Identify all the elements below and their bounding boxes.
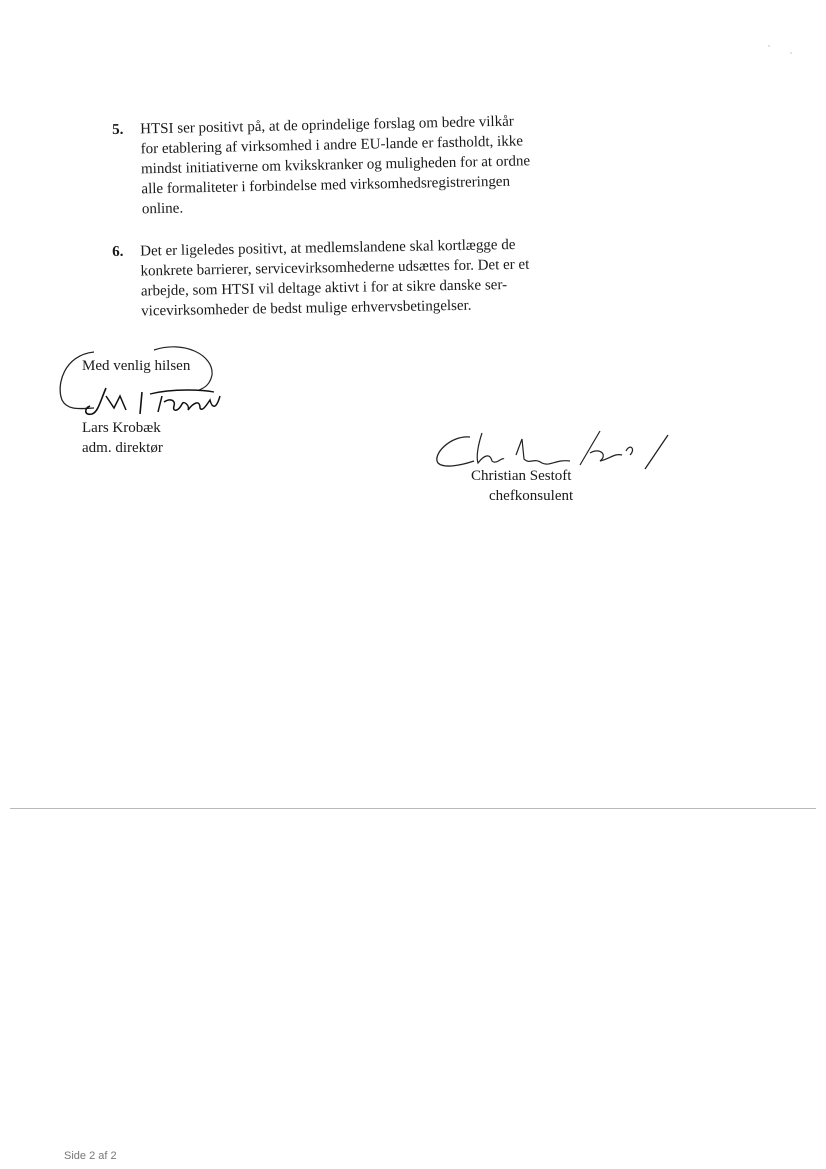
numbered-paragraph-5 (112, 110, 612, 218)
paragraph-line: alle formaliteter i forbindelse med virksomhedsregistreringen (141, 173, 511, 198)
paragraph-text (140, 110, 612, 220)
paragraph-line: arbejde, som HTSI vil deltage aktivt i for at sikre danske ser- (140, 277, 508, 300)
signatory-title: adm. direktør (82, 440, 163, 456)
signatory-name: Christian Sestoft (471, 468, 572, 484)
scan-speck (790, 52, 792, 54)
paragraph-line: konkrete barrierer, servicevirksomhederne udsættes for. Det er et (140, 256, 530, 280)
scan-speck (768, 45, 770, 47)
page-divider (10, 808, 816, 809)
page-footer: Side 2 af 2 (64, 1150, 117, 1162)
signatory-right (471, 466, 573, 506)
numbered-paragraph-6 (112, 233, 612, 320)
paragraph-line: mindst initiativerne om kvikskranker og muligheden for at ordne (140, 153, 531, 178)
handwritten-signature-left (54, 330, 244, 430)
paragraph-line: Det er ligeledes positivt, at medlemslandene skal kortlægge de (140, 236, 516, 260)
paragraph-line: for etablering af virksomhed i andre EU-lande er fastholdt, ikke (140, 133, 524, 158)
paragraph-text (140, 233, 611, 321)
paragraph-number: 5. (112, 121, 124, 138)
closing-salutation: Med venlig hilsen (82, 358, 191, 374)
signatory-name: Lars Krobæk (82, 420, 161, 436)
paragraph-number: 6. (112, 243, 124, 260)
signatory-title: chefkonsulent (489, 488, 574, 504)
paragraph-line: online. (141, 200, 184, 218)
paragraph-line: vicevirksomheder de bedst mulige erhvervsbetingelser. (141, 297, 472, 320)
paragraph-line: HTSI ser positivt på, at de oprindelige forslag om bedre vilkår (140, 113, 514, 138)
signatory-left (82, 418, 163, 458)
